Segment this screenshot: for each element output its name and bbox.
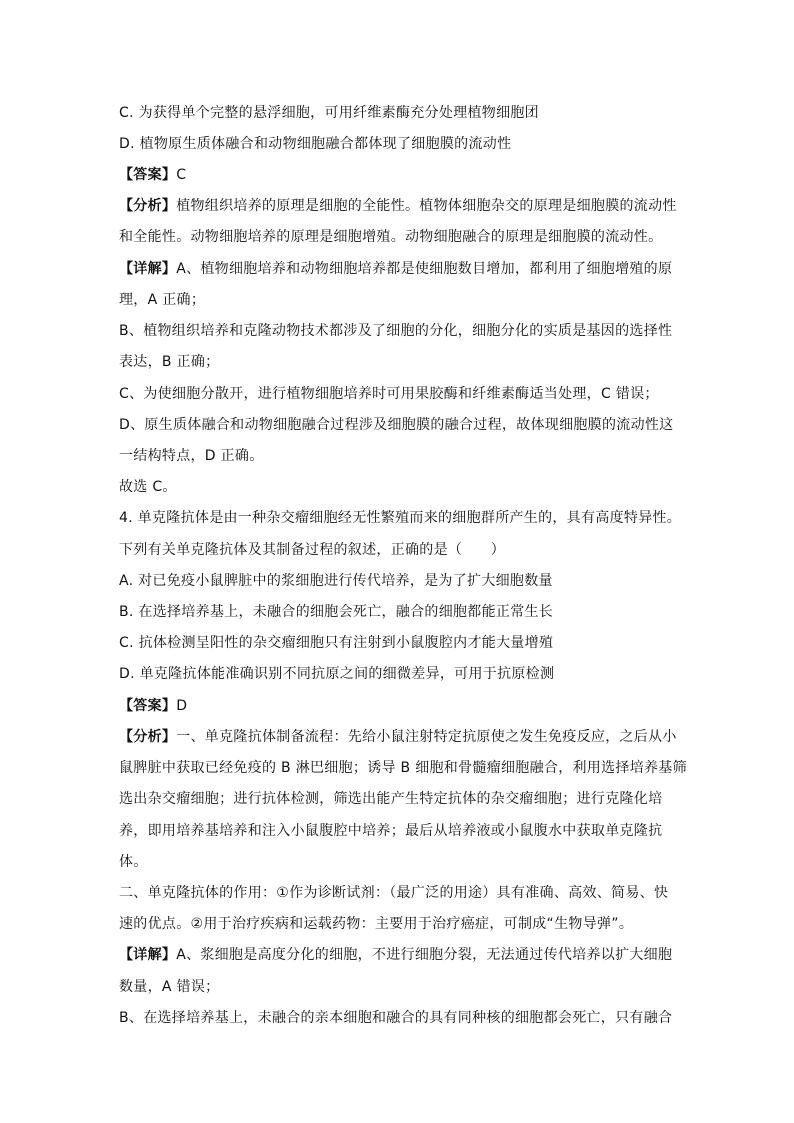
analysis-line: 【分析】一、单克隆抗体制备流程：先给小鼠注射特定抗原使之发生免疫反应，之后从小 (119, 729, 677, 745)
text-line: B、在选择培养基上，未融合的亲本细胞和融合的具有同种核的细胞都会死亡，只有融合 (119, 1010, 673, 1026)
text-line: B、植物组织培养和克隆动物技术都涉及了细胞的分化，细胞分化的实质是基因的选择性 (119, 323, 673, 339)
analysis-line: 【分析】植物组织培养的原理是细胞的全能性。植物体细胞杂交的原理是细胞膜的流动性 (119, 198, 677, 214)
text-line: C、为使细胞分散开，进行植物细胞培养时可用果胶酶和纤维素酶适当处理，C 错误； (119, 386, 659, 402)
section-label: 【详解】 (119, 947, 177, 963)
text-line: 表达，B 正确； (119, 354, 220, 370)
question-stem: 4. 单克隆抗体是由一种杂交瘤细胞经无性繁殖而来的细胞群所产生的，具有高度特异性。 (119, 510, 682, 526)
answer-label: 【答案】C (119, 167, 187, 183)
text-line: C. 为获得单个完整的悬浮细胞，可用纤维素酶充分处理植物细胞团 (119, 105, 539, 121)
option-b: B. 在选择培养基上，未融合的细胞会死亡，融合的细胞都能正常生长 (119, 604, 554, 620)
section-label: 【分析】 (119, 729, 177, 745)
section-label: 【答案】 (119, 167, 177, 183)
question-stem: 下列有关单克隆抗体及其制备过程的叙述，正确的是（ ） (119, 542, 506, 558)
detail-line: 【详解】A、植物细胞培养和动物细胞培养都是使细胞数目增加，都利用了细胞增殖的原 (119, 261, 673, 277)
text-line: 故选 C。 (119, 479, 177, 495)
section-label: 【分析】 (119, 198, 177, 214)
text-line: 理，A 正确； (119, 292, 206, 308)
text-line: 二、单克隆抗体的作用：①作为诊断试剂：（最广泛的用途）具有准确、高效、简易、快 (119, 885, 669, 901)
text-line: 养，即用培养基培养和注入小鼠腹腔中培养；最后从培养液或小鼠腹水中获取单克隆抗 (119, 823, 663, 839)
text-line: 数量，A 错误； (119, 979, 220, 995)
section-label: 【答案】 (119, 698, 177, 714)
text-line: 和全能性。动物细胞培养的原理是细胞增殖。动物细胞融合的原理是细胞膜的流动性。 (119, 229, 663, 245)
text-line: 速的优点。②用于治疗疾病和运载药物：主要用于治疗癌症，可制成“生物导弹”。 (119, 916, 634, 932)
text-line: D、原生质体融合和动物细胞融合过程涉及细胞膜的融合过程，故体现细胞膜的流动性这 (119, 417, 674, 433)
detail-line: 【详解】A、浆细胞是高度分化的细胞，不进行细胞分裂，无法通过传代培养以扩大细胞 (119, 947, 673, 963)
option-d: D. 单克隆抗体能准确识别不同抗原之间的细微差异，可用于抗原检测 (119, 666, 555, 682)
option-c: C. 抗体检测呈阳性的杂交瘤细胞只有注射到小鼠腹腔内才能大量增殖 (119, 635, 554, 651)
text-line: D. 植物原生质体融合和动物细胞融合都体现了细胞膜的流动性 (119, 136, 512, 152)
text-line: 鼠脾脏中获取已经免疫的 B 淋巴细胞；诱导 B 细胞和骨髓瘤细胞融合，利用选择培养基筛 (119, 760, 687, 776)
answer-label: 【答案】D (119, 698, 188, 714)
section-label: 【详解】 (119, 261, 177, 277)
text-line: 选出杂交瘤细胞；进行抗体检测，筛选出能产生特定抗体的杂交瘤细胞；进行克隆化培 (119, 791, 663, 807)
text-line: 体。 (119, 854, 148, 870)
text-line: 一结构特点，D 正确。 (119, 448, 264, 464)
option-a: A. 对已免疫小鼠脾脏中的浆细胞进行传代培养，是为了扩大细胞数量 (119, 573, 553, 589)
